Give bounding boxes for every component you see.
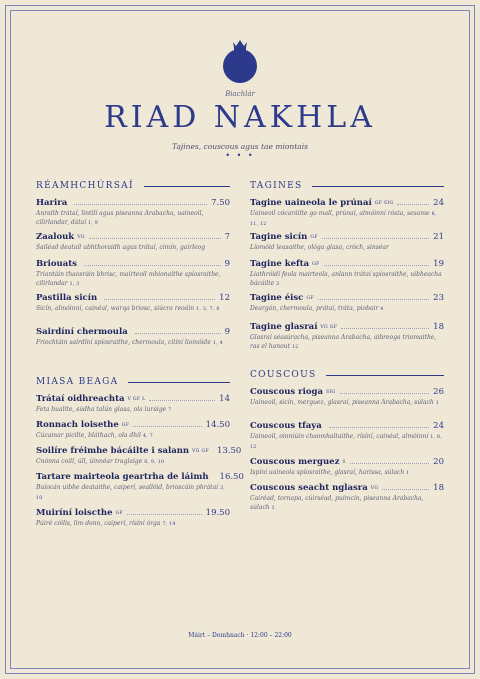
dot-leader bbox=[324, 265, 430, 266]
section-title: RÉAMHCHÚRSAÍ bbox=[36, 181, 134, 191]
allergen-codes: 1 bbox=[271, 506, 275, 511]
dish-price: 14 bbox=[219, 394, 230, 404]
dot-leader bbox=[350, 463, 429, 464]
allergen-codes: 4 bbox=[380, 307, 384, 312]
dish-description bbox=[36, 431, 230, 441]
dot-leader bbox=[89, 238, 221, 239]
menu-item bbox=[250, 291, 444, 314]
dish-name: Tartare mairteola geartrha de láimh bbox=[36, 472, 209, 482]
dish-description bbox=[36, 338, 230, 348]
dish-description bbox=[36, 304, 230, 314]
menu-item-line bbox=[36, 291, 230, 303]
dish-name: Soilíre fréimhe bácáilte i salann bbox=[36, 446, 190, 456]
dish-ingredients: Uaineoil cócaráilte go mall, prúnaí, almóinní rósta, sesame bbox=[250, 210, 430, 217]
dish-description bbox=[36, 270, 230, 289]
section-divider bbox=[312, 186, 444, 187]
restaurant-name: RIAD NAKHLA bbox=[104, 100, 376, 135]
section-heading-tagines bbox=[250, 180, 444, 192]
menu-item bbox=[250, 455, 444, 478]
dietary-tags: S bbox=[342, 460, 346, 465]
menu-item bbox=[36, 196, 230, 228]
menu-item bbox=[250, 320, 444, 352]
dietary-tags: GF bbox=[306, 296, 314, 301]
dot-leader bbox=[74, 204, 207, 205]
allergen-codes: 8, 9, 10 bbox=[144, 460, 165, 465]
dish-description bbox=[250, 304, 444, 314]
allergen-codes: 3, 10 bbox=[36, 486, 226, 501]
dish-price: 19 bbox=[433, 259, 444, 269]
menu-item-line bbox=[250, 257, 444, 269]
menu-item bbox=[36, 392, 230, 415]
menu-item bbox=[36, 506, 230, 529]
menu-item bbox=[250, 481, 444, 513]
dish-description bbox=[250, 494, 444, 513]
dish-price: 19.50 bbox=[205, 508, 230, 518]
menu-item-line bbox=[250, 455, 444, 467]
dish-ingredients: Sailéad deataíl ubhthoraidh agus trátaí, cimín, gairleog bbox=[36, 244, 206, 251]
menu-item-line bbox=[36, 470, 244, 482]
section-heading-small-plates bbox=[36, 376, 230, 388]
dish-price: 13.50 bbox=[216, 446, 242, 456]
menu-item bbox=[36, 230, 230, 253]
menu-item-line bbox=[36, 196, 230, 208]
dot-leader bbox=[104, 299, 215, 300]
dietary-tags: VG bbox=[370, 486, 379, 491]
allergen-codes: 1, 4 bbox=[212, 341, 223, 346]
dish-price: 7 bbox=[224, 232, 230, 242]
dish-name: Zaalouk bbox=[36, 232, 75, 242]
dish-ingredients: Púiré cóilis, lim donn, caiperí, rísíní órga bbox=[36, 520, 161, 527]
section-title: COUSCOUS bbox=[250, 370, 317, 380]
dish-price: 23 bbox=[433, 293, 444, 303]
menu-item-line bbox=[250, 291, 444, 303]
dish-ingredients: Deargán, chermoula, prátaí, tráta, piobair bbox=[250, 305, 379, 312]
dish-ingredients: Buíocán uibhe deataithe, caiperí, seallóid, brioscáin phrátaí bbox=[36, 484, 219, 491]
dish-price: 20 bbox=[433, 457, 444, 467]
dish-name: Couscous merguez bbox=[250, 457, 340, 467]
allergen-codes: 1, 9 bbox=[88, 221, 99, 226]
dot-leader bbox=[397, 204, 429, 205]
dish-ingredients: Cnónna coill, úll, úinnéar traglaige bbox=[36, 458, 143, 465]
menu-item bbox=[36, 257, 230, 289]
dish-name: Harira bbox=[36, 198, 68, 208]
menu-item bbox=[36, 325, 230, 348]
menu-item bbox=[250, 196, 444, 229]
dish-price: 18 bbox=[433, 483, 444, 493]
menu-item bbox=[36, 418, 230, 441]
dish-name: Tagine sicín bbox=[250, 232, 308, 242]
section-divider bbox=[326, 375, 444, 376]
dish-price: 26 bbox=[433, 387, 444, 397]
allergen-codes: 4, 7 bbox=[142, 434, 153, 439]
dish-description bbox=[250, 398, 444, 408]
dish-name: Tagine glasraí bbox=[250, 322, 318, 332]
dish-ingredients: Anraith trátaí, lintilí agus piseanna Arabacha, uaineoil, cilirlandar, dátaí bbox=[36, 210, 204, 226]
dish-name: Tagine uaineola le prúnaí bbox=[250, 198, 372, 208]
allergen-codes: 3 bbox=[276, 282, 280, 287]
dot-leader bbox=[341, 328, 429, 329]
allergen-codes: 7 bbox=[168, 408, 172, 413]
dietary-tags: GF SIG bbox=[374, 201, 394, 206]
menu-item-line bbox=[36, 257, 230, 269]
dish-name: Sairdíní chermoula bbox=[36, 327, 128, 337]
allergen-codes: 1, 3 bbox=[69, 282, 80, 287]
dish-description bbox=[250, 243, 444, 253]
allergen-codes: 1, 3, 7, 8 bbox=[196, 307, 220, 312]
dietary-tags: GF bbox=[121, 423, 130, 428]
dish-name: Tagine kefta bbox=[250, 259, 310, 269]
tagline: Tajines, couscous agus tae miontais bbox=[172, 142, 308, 151]
dietary-tags: VG bbox=[77, 235, 85, 240]
dot-leader bbox=[135, 333, 221, 334]
menu-item-line bbox=[36, 325, 230, 337]
menu-item-line bbox=[250, 481, 444, 493]
dish-price: 21 bbox=[433, 232, 444, 242]
dish-ingredients: Feta bualite, súdha talún glasa, ola luraige bbox=[36, 406, 167, 413]
dish-name: Tagine éisc bbox=[250, 293, 304, 303]
menu-item-line bbox=[250, 230, 444, 242]
dish-ingredients: Triantáin thaosráin bhrisc, mairteoil mhionaithe spíosraithe, cilirlandar bbox=[36, 271, 221, 287]
menu-item-line bbox=[250, 385, 444, 397]
dietary-tags: SIG bbox=[326, 390, 336, 395]
dot-leader bbox=[329, 427, 429, 428]
dish-description bbox=[36, 209, 230, 228]
pomegranate-icon bbox=[216, 36, 264, 86]
dish-description bbox=[250, 333, 444, 352]
dish-ingredients: Sicín, almóinní, cainéal, warqa briosc, siúcra reoáin bbox=[36, 305, 195, 312]
dish-name: Trátaí oidhreachta bbox=[36, 394, 125, 404]
menu-label: Biachlár bbox=[225, 90, 255, 98]
dish-name: Couscous rioga bbox=[250, 387, 323, 397]
section-divider bbox=[144, 186, 230, 187]
section-heading-couscous bbox=[250, 369, 444, 381]
menu-item bbox=[36, 444, 242, 467]
menu-item bbox=[250, 419, 444, 452]
dietary-tags: GF bbox=[115, 511, 123, 516]
dietary-tags: GF bbox=[312, 262, 320, 267]
dish-price: 14.50 bbox=[205, 420, 230, 430]
dish-name: Pastilla sicín bbox=[36, 293, 98, 303]
dot-leader bbox=[318, 299, 429, 300]
dish-ingredients: Friochtáin sairdíní spíosraithe, chermoula, cilíní liomóide bbox=[36, 339, 211, 346]
dish-price: 18 bbox=[433, 322, 444, 332]
dietary-tags: GF bbox=[310, 235, 318, 240]
dish-ingredients: Glasraí séasúracha, piseanna Arabacha, aibreoga triomaithe, ras el hanout bbox=[250, 334, 437, 350]
dish-ingredients: Liathróidí feola mairteola, anlann trátaí spíosraithe, uibheacha bácáilte bbox=[250, 271, 442, 287]
dish-name: Couscous seacht nglasra bbox=[250, 483, 368, 493]
dish-description bbox=[36, 243, 230, 253]
dish-description bbox=[36, 457, 230, 467]
dish-price: 24 bbox=[433, 198, 444, 208]
section-heading-starters bbox=[36, 180, 230, 192]
menu-item bbox=[250, 385, 444, 408]
dot-leader bbox=[133, 426, 201, 427]
menu-item-line bbox=[250, 419, 444, 431]
dish-description bbox=[36, 405, 230, 415]
dish-description bbox=[36, 483, 230, 503]
dish-price: 9 bbox=[224, 259, 230, 269]
dish-ingredients: Cúcamar picilte, bláthach, ola dhil bbox=[36, 432, 141, 439]
dot-leader bbox=[127, 514, 202, 515]
menu-item bbox=[250, 230, 444, 253]
dish-description bbox=[250, 432, 444, 452]
dish-ingredients: Uaineoil, oinniúin chaomhaltaithe, rísíní, cainéal, almóinní bbox=[250, 433, 429, 440]
allergen-codes: 1, 8, 12 bbox=[250, 435, 443, 450]
dish-price: 24 bbox=[433, 421, 444, 431]
ornament-dots: • • • bbox=[225, 151, 255, 160]
dish-ingredients: Cairéad, tornapa, cúirséad, puimcín, piseanna Arabacha, súlach bbox=[250, 495, 424, 511]
menu-item-line bbox=[250, 196, 444, 208]
section-title: TAGINES bbox=[250, 181, 303, 191]
dot-leader bbox=[84, 265, 221, 266]
dish-price: 16.50 bbox=[219, 472, 244, 482]
dish-name: Couscous tfaya bbox=[250, 421, 322, 431]
menu-item bbox=[36, 470, 244, 503]
dish-price: 7.50 bbox=[211, 198, 230, 208]
dish-description bbox=[250, 209, 444, 229]
dish-name: Briouats bbox=[36, 259, 77, 269]
dish-ingredients: Uaineoil, sicín, merguez, glasraí, piseanna Arabacha, súlach bbox=[250, 399, 434, 406]
menu-item-line bbox=[36, 392, 230, 404]
allergen-codes: 7, 14 bbox=[162, 522, 176, 527]
allergen-codes: 1 bbox=[435, 401, 440, 406]
dish-ingredients: Líomóid leasaithe, ológa glasa, cróch, sinséar bbox=[250, 244, 389, 251]
dish-name: Ronnach loisethe bbox=[36, 420, 119, 430]
opening-hours: Máirt – Domhnach · 12:00 – 22:00 bbox=[188, 632, 292, 639]
dot-leader bbox=[322, 238, 429, 239]
allergen-codes: 8, 11, 12 bbox=[250, 212, 437, 227]
dish-price: 9 bbox=[224, 327, 230, 337]
dish-price: 12 bbox=[219, 293, 230, 303]
menu-item-line bbox=[36, 418, 230, 430]
menu-item-line bbox=[36, 444, 242, 456]
section-divider bbox=[128, 382, 230, 383]
dish-name: Muiríní loiscthe bbox=[36, 508, 113, 518]
dot-leader bbox=[382, 489, 429, 490]
dish-description bbox=[36, 519, 230, 529]
dietary-tags: V GF L bbox=[127, 397, 146, 402]
menu-item-line bbox=[250, 320, 444, 332]
section-title: MIASA BEAGA bbox=[36, 377, 119, 387]
dish-description bbox=[250, 468, 444, 478]
allergen-codes: 12 bbox=[292, 345, 299, 350]
dot-leader bbox=[340, 393, 430, 394]
allergen-codes: 1 bbox=[406, 471, 410, 476]
menu-item bbox=[36, 291, 230, 314]
menu-item-line bbox=[36, 506, 230, 518]
menu-item bbox=[250, 257, 444, 289]
dot-leader bbox=[149, 400, 215, 401]
dish-description bbox=[250, 270, 444, 289]
dietary-tags: VG GF bbox=[192, 449, 209, 454]
menu-item-line bbox=[36, 230, 230, 242]
dietary-tags: VG GF bbox=[320, 325, 338, 330]
dish-ingredients: Ispíní uaineola spíosraithe, glasraí, harissa, súlach bbox=[250, 469, 405, 476]
